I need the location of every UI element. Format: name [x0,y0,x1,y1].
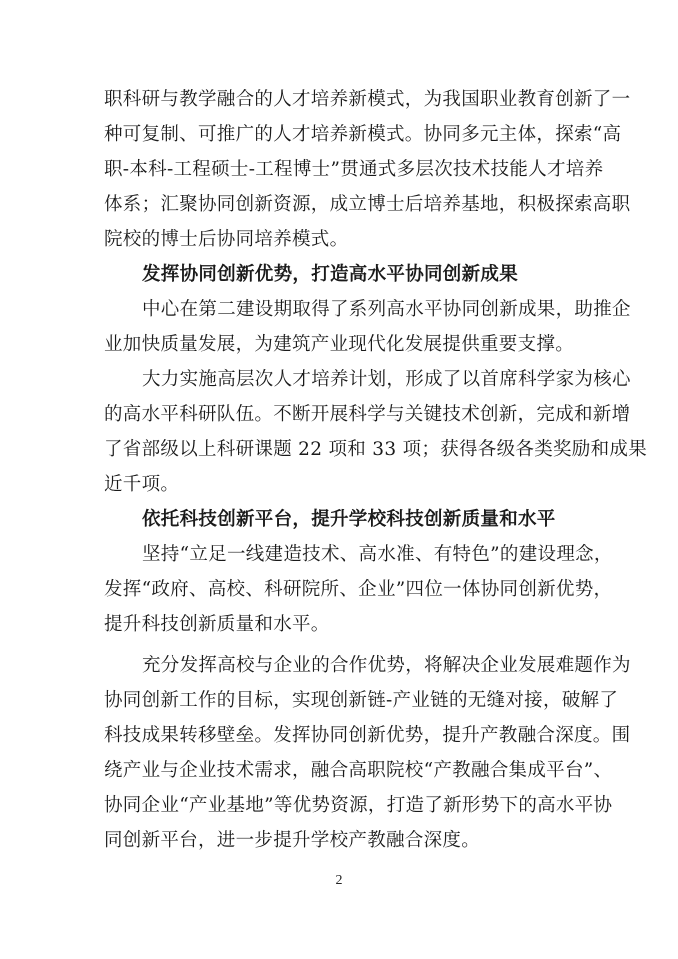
paragraph-line: 中心在第二建设期取得了系列高水平协同创新成果，助推企 [142,299,631,320]
page-number: 2 [335,873,343,888]
paragraph-line: 院校的博士后协同培养模式。 [104,229,349,250]
paragraph-line: 协同企业“产业基地”等优势资源，打造了新形势下的高水平协 [104,795,613,816]
section-heading: 依托科技创新平台，提升学校科技创新质量和水平 [142,509,556,530]
paragraph-line: 充分发挥高校与企业的合作优势，将解决企业发展难题作为 [142,655,631,676]
paragraph-line: 大力实施高层次人才培养计划，形成了以首席科学家为核心 [142,369,631,390]
paragraph-line: 坚持“立足一线建造技术、高水准、有特色”的建设理念， [142,544,613,565]
paragraph-line: 绕产业与企业技术需求，融合高职院校“产教融合集成平台”、 [104,760,613,781]
paragraph-line: 体系；汇聚协同创新资源，成立博士后培养基地，积极探索高职 [104,194,631,215]
paragraph-line: 职科研与教学融合的人才培养新模式，为我国职业教育创新了一 [104,89,631,110]
paragraph-line: 职-本科-工程硕士-工程博士”贯通式多层次技术技能人才培养 [104,159,604,180]
paragraph-line: 种可复制、可推广的人才培养新模式。协同多元主体，探索“高 [104,124,622,145]
paragraph-line: 科技成果转移壁垒。发挥协同创新优势，提升产教融合深度。围 [104,725,631,746]
paragraph-line: 近千项。 [104,474,180,495]
paragraph-line: 的高水平科研队伍。不断开展科学与关键技术创新，完成和新增 [104,404,631,425]
paragraph-line: 发挥“政府、高校、科研院所、企业”四位一体协同创新优势， [104,579,613,600]
paragraph-line: 了省部级以上科研课题 22 项和 33 项；获得各级各类奖励和成果 [104,439,648,460]
paragraph-line: 协同创新工作的目标，实现创新链-产业链的无缝对接，破解了 [104,690,619,711]
document-body [104,82,648,858]
section-heading: 发挥协同创新优势，打造高水平协同创新成果 [142,264,519,285]
paragraph-line: 业加快质量发展，为建筑产业现代化发展提供重要支撑。 [104,334,575,355]
paragraph-line: 提升科技创新质量和水平。 [104,614,330,635]
paragraph-line: 同创新平台，进一步提升学校产教融合深度。 [104,830,481,851]
